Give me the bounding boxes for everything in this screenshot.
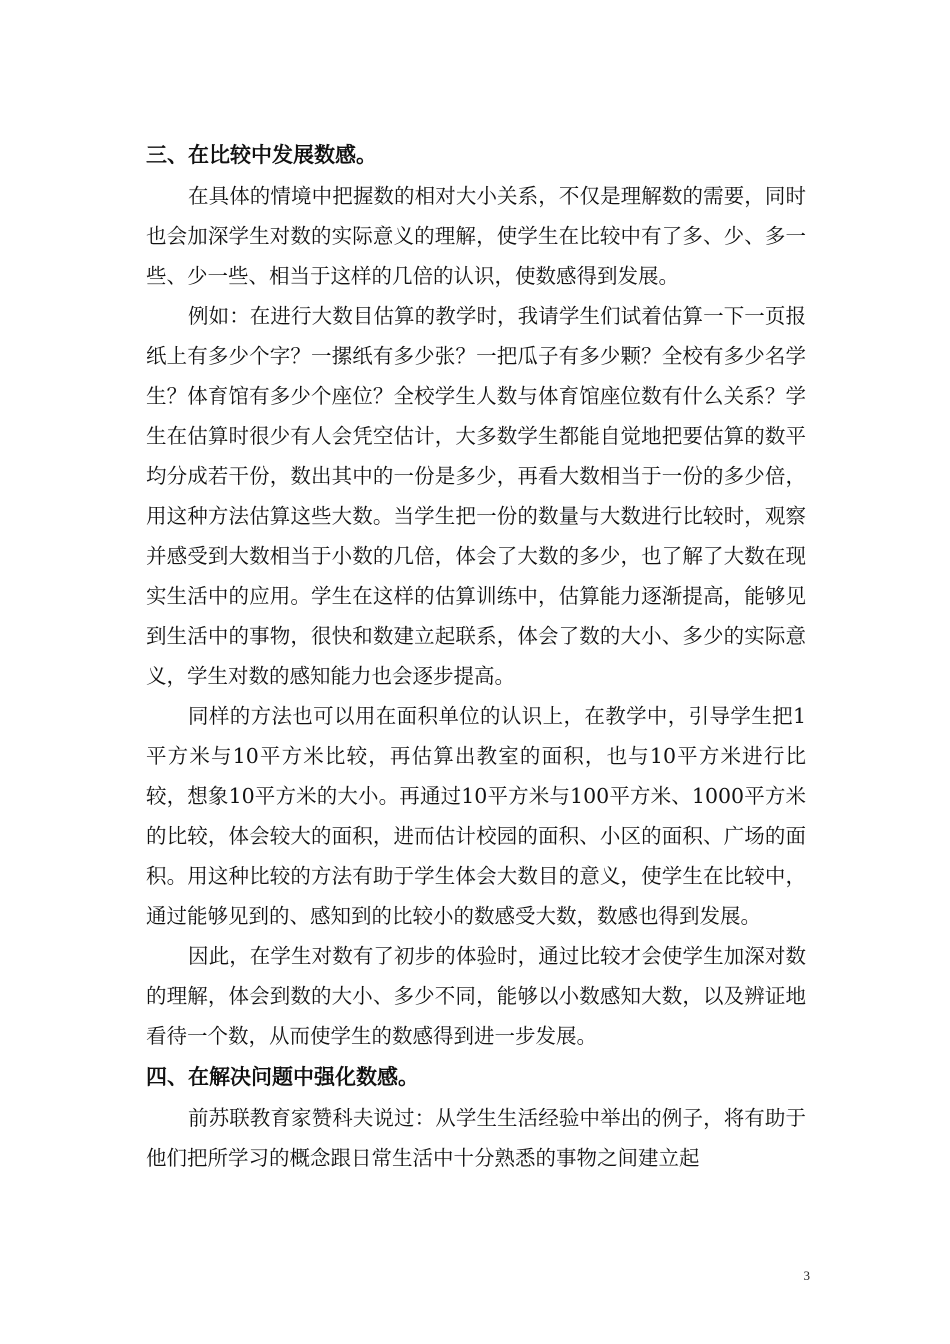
paragraph-3: 同样的方法也可以用在面积单位的认识上，在教学中，引导学生把1平方米与10平方米比较，再估算出教室的面积，也与10平方米进行比较，想象10平方米的大小。再通过10平方米与100平方米、1000平方米的比较，体会较大的面积，进而估计校园的面积、小区的面积、广场的面积。用这种比较的方法有助于学生体会大数目的意义，使学生在比较中，通过能够见到的、感知到的比较小的数感受大数，数感也得到发展。	[146, 704, 806, 928]
section-heading-4: 四、在解决问题中强化数感。	[146, 1065, 419, 1089]
paragraph-4: 因此，在学生对数有了初步的体验时，通过比较才会使学生加深对数的理解，体会到数的大小、多少不同，能够以小数感知大数，以及辨证地看待一个数，从而使学生的数感得到进一步发展。	[146, 944, 806, 1048]
document-body	[146, 134, 806, 1178]
section-heading-3: 三、在比较中发展数感。	[146, 143, 377, 167]
page-number: 3	[803, 1268, 810, 1283]
paragraph-5: 前苏联教育家赞科夫说过：从学生生活经验中举出的例子，将有助于他们把所学习的概念跟日常生活中十分熟悉的事物之间建立起	[146, 1106, 806, 1170]
paragraph-1: 在具体的情境中把握数的相对大小关系，不仅是理解数的需要，同时也会加深学生对数的实际意义的理解，使学生在比较中有了多、少、多一些、少一些、相当于这样的几倍的认识，使数感得到发展。	[146, 184, 806, 288]
paragraph-2: 例如：在进行大数目估算的教学时，我请学生们试着估算一下一页报纸上有多少个字？一摞纸有多少张？一把瓜子有多少颗？全校有多少名学生？体育馆有多少个座位？全校学生人数与体育馆座位数有什么关系？学生在估算时很少有人会凭空估计，大多数学生都能自觉地把要估算的数平均分成若干份，数出其中的一份是多少，再看大数相当于一份的多少倍，用这种方法估算这些大数。当学生把一份的数量与大数进行比较时，观察并感受到大数相当于小数的几倍，体会了大数的多少，也了解了大数在现实生活中的应用。学生在这样的估算训练中，估算能力逐渐提高，能够见到生活中的事物，很快和数建立起联系，体会了数的大小、多少的实际意义，学生对数的感知能力也会逐步提高。	[146, 304, 806, 688]
